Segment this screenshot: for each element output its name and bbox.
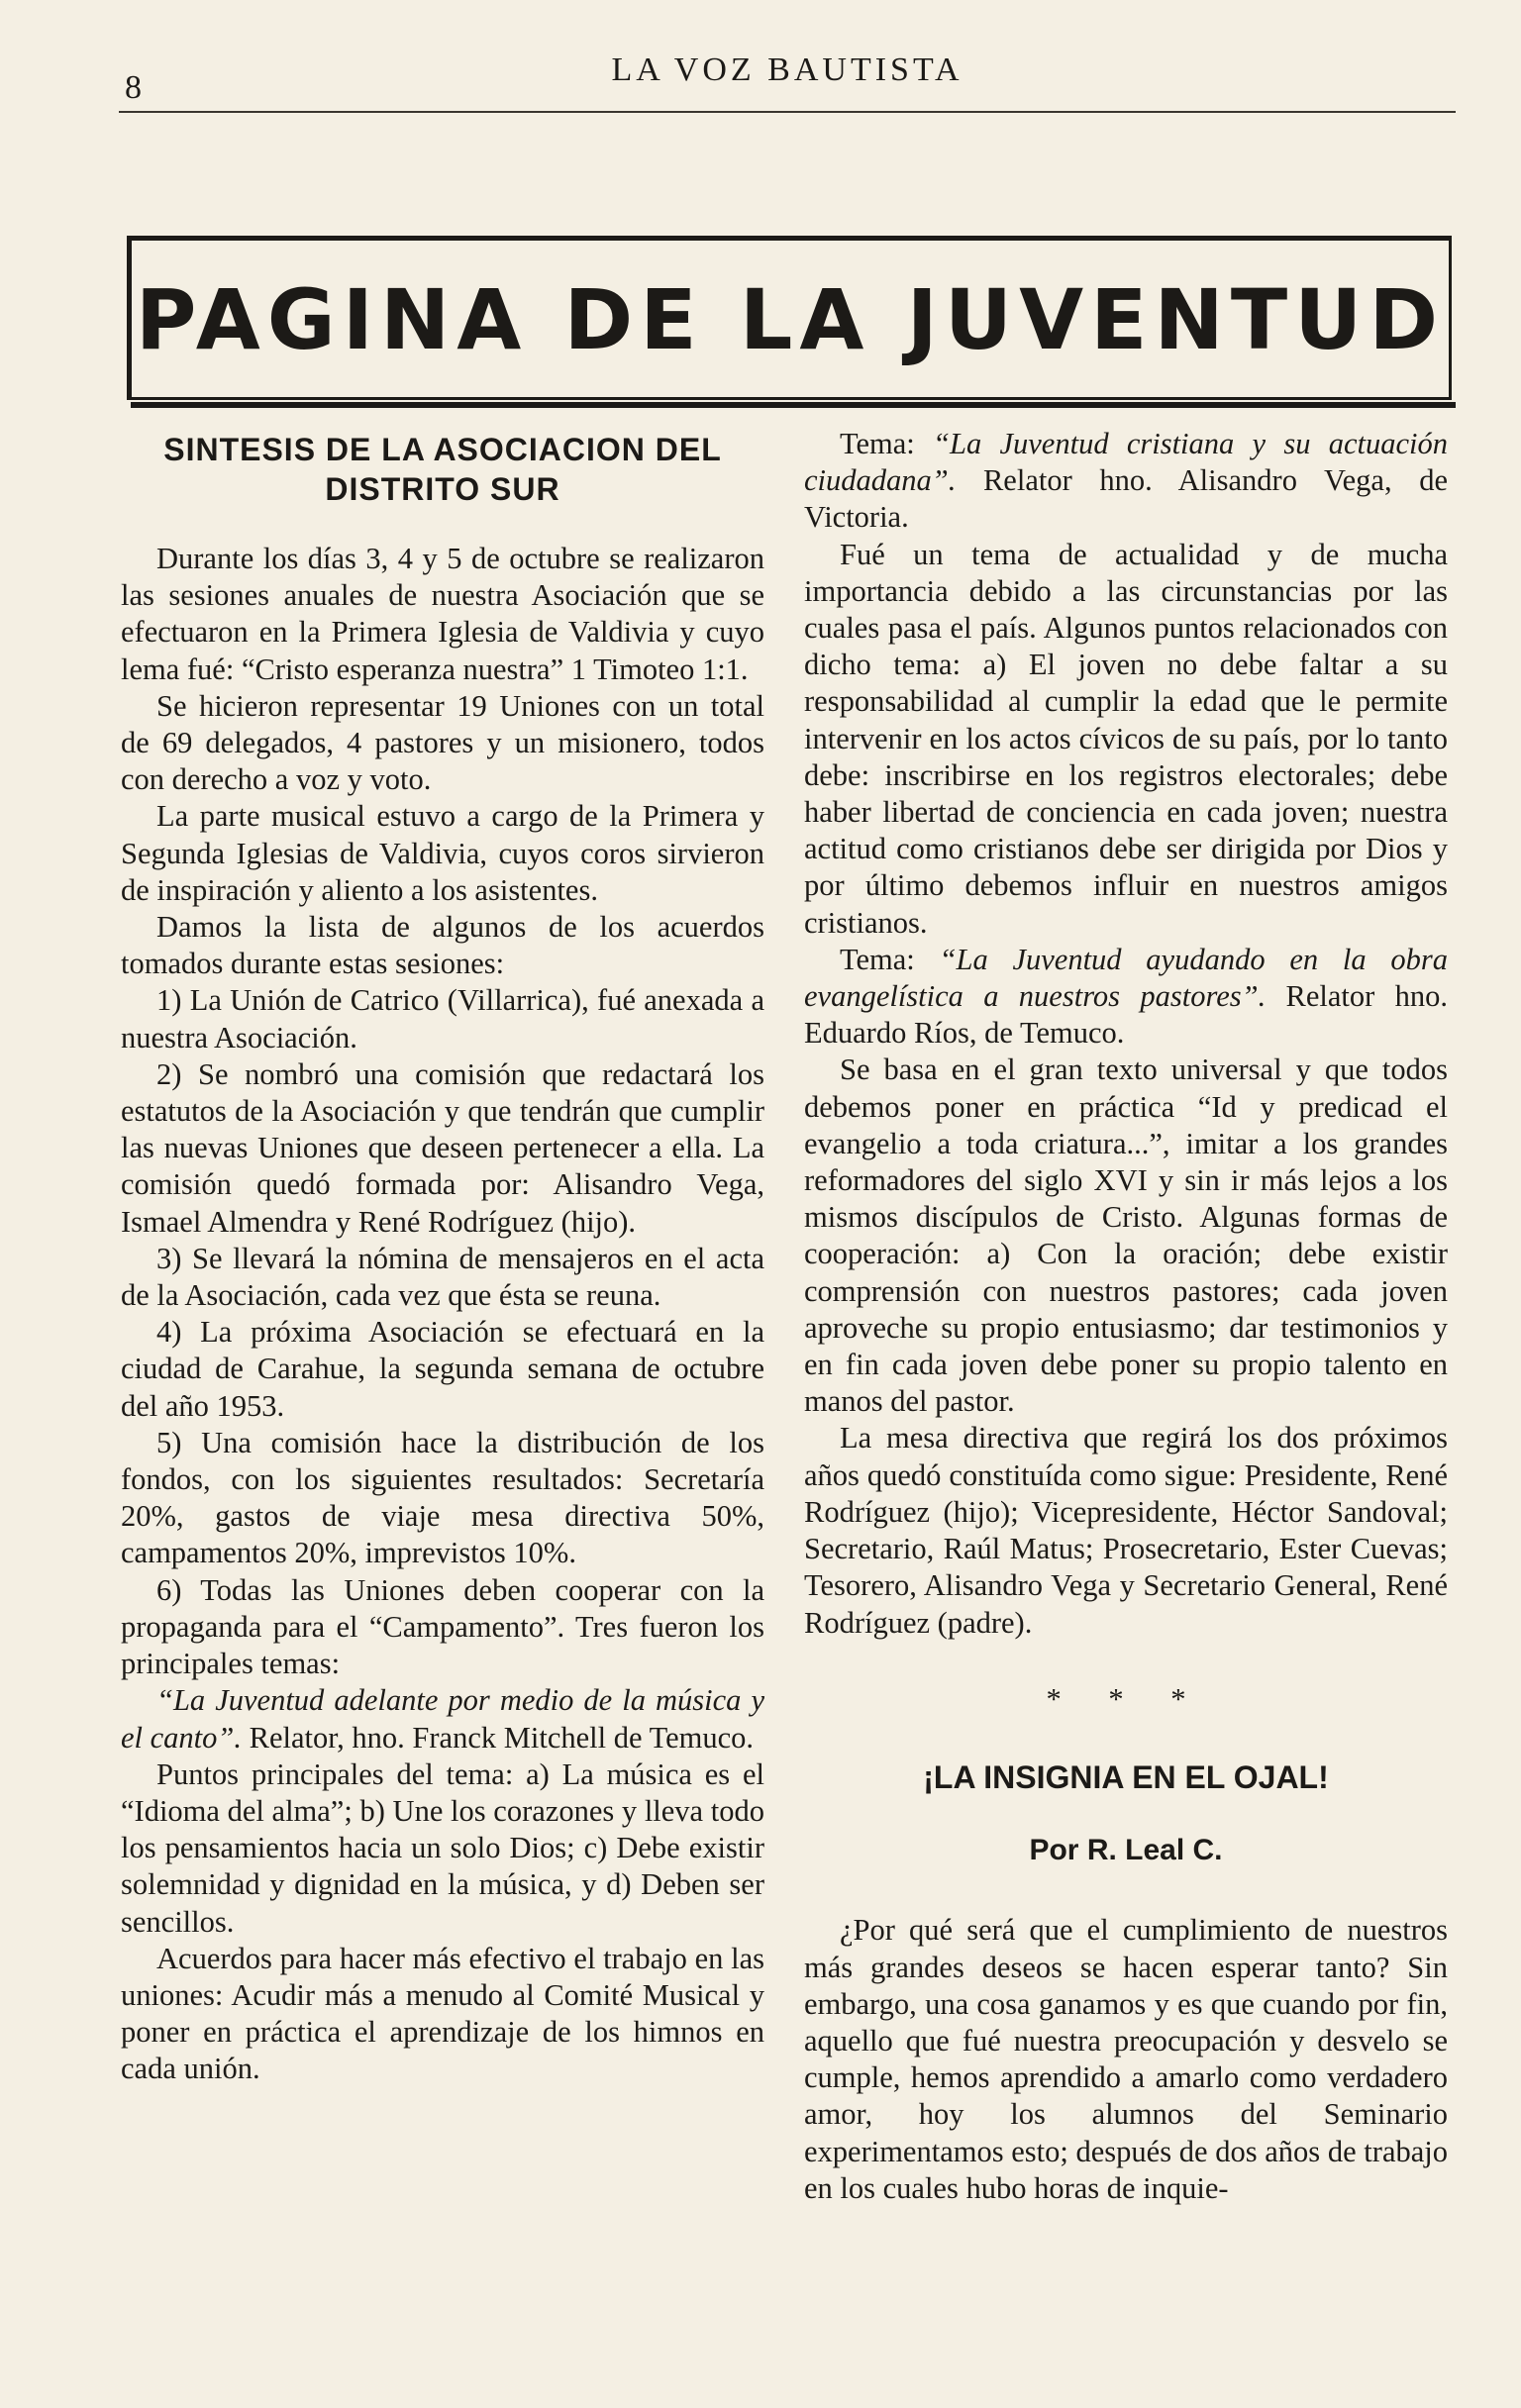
theme-relator: Relator, hno. Franck Mitchell de Temuco. — [242, 1720, 754, 1755]
theme-lead: Tema: — [840, 942, 940, 976]
paragraph — [804, 426, 1448, 537]
theme-title: “La Juventud cristiana y su actuación ciudadana”. — [804, 427, 1449, 498]
paragraph — [804, 942, 1448, 1053]
right-column — [804, 426, 1448, 2207]
paragraph: 6) Todas las Uniones deben cooperar con la propaganda para el “Campamento”. Tres fueron los principales temas: — [121, 1572, 764, 1681]
theme-relator: Relator hno. Eduardo Ríos, de Temuco. — [804, 979, 1448, 1051]
paragraph: 5) Una comisión hace la distribución de los fondos, con los siguientes resultados: Secretaría 20%, gastos de viaje mesa directiva 50%, campamentos 20%, imprevistos 10%. — [121, 1425, 764, 1570]
paragraph — [121, 1682, 764, 1756]
banner-shadow — [131, 402, 1456, 408]
paragraph: 2) Se nombró una comisión que redactará los estatutos de la Asociación y que tendrán que cumplir las nuevas Uniones que deseen pertenecer a ella. La comisión quedó formada por: Alisandro Vega, Ismael Almendra y René Rodríguez (hijo). — [121, 1056, 764, 1239]
paragraph: Durante los días 3, 4 y 5 de octubre se realizaron las sesiones anuales de nuestra Asociación que se efectuaron en la Primera Iglesia de Valdivia y cuyo lema fué: “Cristo esperanza nuestra” 1 Timoteo 1:1. — [121, 542, 764, 686]
paragraph: Acuerdos para hacer más efectivo el trabajo en las uniones: Acudir más a menudo al Comité Musical y poner en práctica el aprendizaje de los himnos en cada unión. — [121, 1941, 764, 2086]
paragraph: Damos la lista de algunos de los acuerdos tomados durante estas sesiones: — [121, 910, 764, 981]
page-header — [119, 40, 1456, 119]
byline: Por R. Leal C. — [1029, 1834, 1223, 1867]
theme-relator: Relator hno. Alisandro Vega, de Victoria. — [804, 463, 1448, 535]
left-column — [121, 426, 764, 2088]
article-title: ¡LA INSIGNIA EN EL OJAL! — [923, 1758, 1329, 1795]
article-title: SINTESIS DE LA ASOCIACION DEL DISTRITO SUR — [163, 432, 722, 507]
paragraph: ¿Por qué será que el cumplimiento de nuestros más grandes deseos se hacen esperar tanto? Sin embargo, una cosa ganamos y es que cuando por fin, aquello que fué nuestra preocupación y desvelo se cumple, hemos aprendido a amarlo como verdadero amor, hoy los alumnos del Seminario experimentamos esto; después de dos años de trabajo en los cuales hubo horas de inquie- — [804, 1913, 1448, 2205]
theme-lead: Tema: — [840, 427, 934, 460]
section-separator: * * * — [1046, 1681, 1206, 1716]
header-rule — [119, 111, 1456, 113]
page-number: 8 — [125, 69, 142, 106]
paragraph: La parte musical estuvo a cargo de la Primera y Segunda Iglesias de Valdivia, cuyos coros sirvieron de inspiración y aliento a los asistentes. — [121, 799, 764, 907]
paragraph: 3) Se llevará la nómina de mensajeros en el acta de la Asociación, cada vez que ésta se reuna. — [121, 1241, 764, 1313]
paragraph: Puntos principales del tema: a) La música es el “Idioma del alma”; b) Une los corazones y lleva todo los pensamientos hacia un solo Dios; c) Debe existir solemnidad y dignidad en la música, y d) Deben ser sencillos. — [121, 1756, 764, 1939]
theme-title: “La Juventud adelante por medio de la música y el canto”. — [121, 1683, 764, 1755]
running-head: LA VOZ BAUTISTA — [611, 51, 963, 88]
paragraph: Fué un tema de actualidad y de mucha importancia debido a las circunstancias por las cuales pasa el país. Algunos puntos relacionados con dicho tema: a) El joven no debe faltar a su responsabilidad al cumplir la edad que le permite intervenir en los actos cívicos de su país, por lo tanto debe: inscribirse en los registros electorales; debe haber libertad de conciencia en cada joven; nuestra actitud como cristianos debe ser dirigida por Dios y por último debemos influir en nuestros amigos cristianos. — [804, 537, 1448, 940]
banner-title: PAGINA DE LA JUVENTUD — [135, 271, 1446, 368]
paragraph: La mesa directiva que regirá los dos próximos años quedó constituída como sigue: Presidente, René Rodríguez (hijo); Vicepresidente, Héctor Sandoval; Secretario, Raúl Matus; Prosecretario, Ester Cuevas; Tesorero, Alisandro Vega y Secretario General, René Rodríguez (padre). — [804, 1421, 1448, 1640]
paragraph: Se hicieron representar 19 Uniones con un total de 69 delegados, 4 pastores y un misionero, todos con derecho a voz y voto. — [121, 688, 764, 797]
paragraph: 1) La Unión de Catrico (Villarrica), fué anexada a nuestra Asociación. — [121, 983, 764, 1054]
paragraph: Se basa en el gran texto universal y que todos debemos poner en práctica “Id y predicad el evangelio a toda criatura...”, imitar a los grandes reformadores del siglo XVI y sin ir más lejos a los mismos discípulos de Cristo. Algunas formas de cooperación: a) Con la oración; debe existir comprensión con nuestros pastores; cada joven aproveche su propio entusiasmo; dar testimonios y en fin cada joven debe poner su propio talento en manos del pastor. — [804, 1053, 1448, 1419]
paragraph: 4) La próxima Asociación se efectuará en la ciudad de Carahue, la segunda semana de octubre del año 1953. — [121, 1315, 764, 1423]
theme-title: “La Juventud ayudando en la obra evangelística a nuestros pastores”. — [804, 942, 1448, 1014]
section-banner — [127, 236, 1452, 400]
